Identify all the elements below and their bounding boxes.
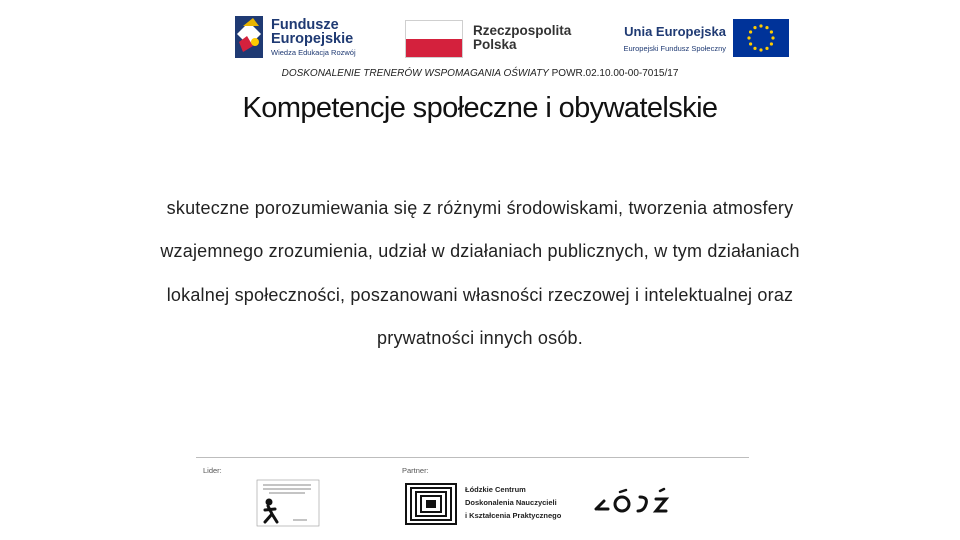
rzeczpospolita-line2: Polska xyxy=(473,37,517,52)
footer-divider xyxy=(196,457,749,458)
body-line-1: skuteczne porozumiewania się z różnymi środowiskami, tworzenia atmosfery xyxy=(166,198,794,218)
fundusze-line1: Fundusze xyxy=(271,17,339,33)
body-line-3: lokalnej społeczności, poszanowani własności rzeczowej i intelektualnej oraz xyxy=(166,285,794,305)
ldn-line2: Doskonalenia Nauczycieli xyxy=(465,498,557,507)
project-program-name: DOSKONALENIE TRENERÓW WSPOMAGANIA OŚWIATY xyxy=(281,68,549,79)
ldn-line1: Łódzkie Centrum xyxy=(465,485,526,494)
eu-flag-icon xyxy=(733,19,789,57)
unia-subtitle: Europejski Fundusz Społeczny xyxy=(623,44,726,53)
project-code-line xyxy=(0,68,960,79)
rzeczpospolita-line1: Rzeczpospolita xyxy=(473,23,572,38)
unia-title: Unia Europejska xyxy=(624,24,726,39)
fundusze-europejskie-name xyxy=(271,18,353,46)
body-line-4: prywatności innych osób. xyxy=(377,328,583,348)
fundacja-rozwoju-logo-icon xyxy=(255,478,321,528)
project-code: POWR.02.10.00-00-7015/17 xyxy=(548,68,679,79)
fundusze-subtitle: Wiedza Edukacja Rozwój xyxy=(271,48,356,57)
rzeczpospolita-name xyxy=(473,24,571,52)
lider-label: Lider: xyxy=(203,466,222,475)
unia-europejska-name xyxy=(600,24,726,53)
slide-title: Kompetencje społeczne i obywatelskie xyxy=(242,92,718,124)
ldn-name xyxy=(465,483,561,522)
body-line-2: wzajemnego zrozumienia, udział w działaniach publicznych, w tym działaniach xyxy=(160,241,800,261)
ldn-line3: i Kształcenia Praktycznego xyxy=(465,511,562,520)
partner-label: Partner: xyxy=(402,466,429,475)
lodz-city-logo-icon xyxy=(590,487,670,519)
ldn-square-logo-icon xyxy=(405,483,457,525)
fundusze-line2: Europejskie xyxy=(271,31,354,47)
polish-flag-icon xyxy=(405,20,463,58)
